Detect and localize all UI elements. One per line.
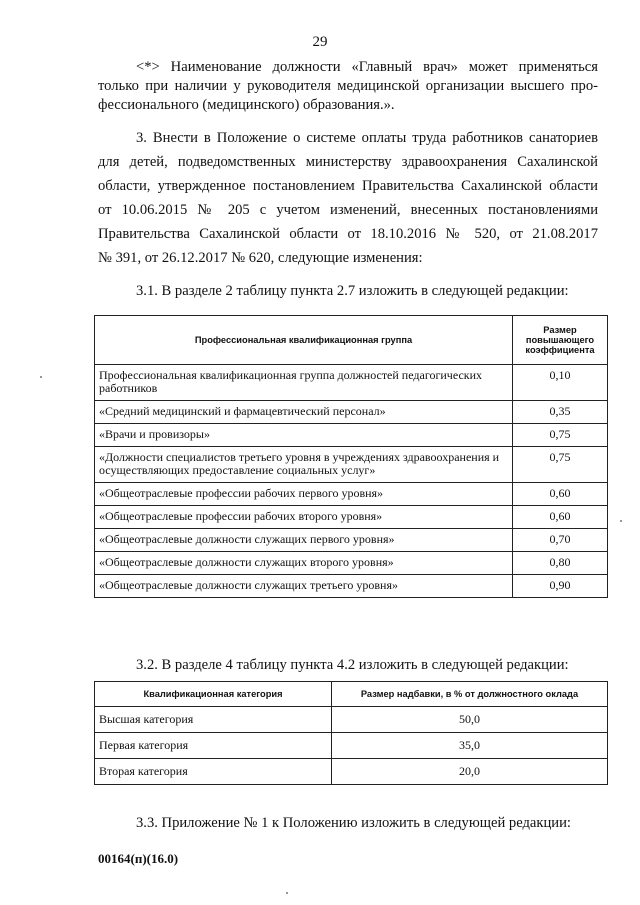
table-row [95, 483, 608, 506]
coefficient-value-cell: 0,60 [513, 483, 608, 506]
table-row [95, 401, 608, 424]
section-3-line: для детей, подведомственных министерству здравоохранения Сахалинской [98, 154, 598, 170]
table-row [95, 759, 608, 785]
allowance-table-body [95, 707, 608, 785]
section-3-line: Правительства Сахалинской области от 18.10.2016 № 520, от 21.08.2017 [98, 226, 598, 242]
table-header-row [95, 316, 608, 365]
table-row [95, 424, 608, 447]
category-cell: Вторая категория [95, 759, 332, 785]
coefficient-table-body [95, 365, 608, 598]
qualification-group-cell: Профессиональная квалификационная группа должностей педагогических работников [95, 365, 513, 401]
category-cell: Первая категория [95, 733, 332, 759]
section-3-3-text: 3.3. Приложение № 1 к Положению изложить в следующей редакции: [136, 815, 571, 831]
scan-speck [620, 520, 622, 522]
allowance-value-cell: 50,0 [332, 707, 608, 733]
section-3-1-text: 3.1. В разделе 2 таблицу пункта 2.7 изложить в следующей редакции: [136, 283, 569, 299]
coefficient-value-cell: 0,60 [513, 506, 608, 529]
coefficient-value-cell: 0,90 [513, 575, 608, 598]
table-header-row [95, 682, 608, 707]
qualification-group-cell: «Общеотраслевые должности служащих второго уровня» [95, 552, 513, 575]
qualification-group-cell: «Средний медицинский и фармацевтический персонал» [95, 401, 513, 424]
coefficient-value-cell: 0,10 [513, 365, 608, 401]
column-header-category: Квалификационная категория [95, 682, 332, 707]
table-row [95, 733, 608, 759]
document-code: 00164(п)(16.0) [98, 851, 179, 866]
scan-speck [286, 892, 288, 894]
table-row [95, 707, 608, 733]
page-number: 29 [312, 34, 328, 50]
qualification-group-cell: «Общеотраслевые должности служащих третьего уровня» [95, 575, 513, 598]
qualification-group-cell: «Врачи и провизоры» [95, 424, 513, 447]
section-3-line: № 391, от 26.12.2017 № 620, следующие изменения: [98, 250, 423, 266]
coefficient-value-cell: 0,75 [513, 447, 608, 483]
table-row [95, 506, 608, 529]
footnote-line: фессионального (медицинского) образования.». [98, 97, 395, 113]
allowance-value-cell: 20,0 [332, 759, 608, 785]
section-3-3-heading [98, 812, 598, 835]
table-row [95, 365, 608, 401]
allowance-value-cell: 35,0 [332, 733, 608, 759]
table-row [95, 529, 608, 552]
qualification-group-cell: «Общеотраслевые должности служащих первого уровня» [95, 529, 513, 552]
coefficient-value-cell: 0,80 [513, 552, 608, 575]
column-header-value: Размер повышающего коэффициента [513, 316, 608, 365]
section-3-line: 3. Внести в Положение о системе оплаты труда работников санаториев [136, 130, 598, 146]
scan-speck [40, 376, 42, 378]
section-3-paragraph [98, 126, 598, 270]
allowance-table [94, 681, 608, 785]
section-3-1-heading [98, 280, 598, 303]
table-row [95, 552, 608, 575]
column-header-group: Профессиональная квалификационная группа [95, 316, 513, 365]
coefficient-table [94, 315, 608, 598]
qualification-group-cell: «Общеотраслевые профессии рабочих второго уровня» [95, 506, 513, 529]
table-row [95, 575, 608, 598]
coefficient-value-cell: 0,35 [513, 401, 608, 424]
coefficient-value-cell: 0,70 [513, 529, 608, 552]
footnote-line: <*> Наименование должности «Главный врач» может применяться [136, 59, 598, 75]
section-3-2-text: 3.2. В разделе 4 таблицу пункта 4.2 изложить в следующей редакции: [136, 657, 569, 673]
qualification-group-cell: «Общеотраслевые профессии рабочих первого уровня» [95, 483, 513, 506]
category-cell: Высшая категория [95, 707, 332, 733]
coefficient-value-cell: 0,75 [513, 424, 608, 447]
section-3-line: от 10.06.2015 № 205 с учетом изменений, внесенных постановлениями [98, 202, 598, 218]
section-3-2-heading [98, 654, 598, 677]
footnote-line: только при наличии у руководителя медицинской организации высшего про- [98, 78, 598, 94]
footnote-paragraph [98, 58, 598, 115]
column-header-value: Размер надбавки, в % от должностного оклада [332, 682, 608, 707]
table-row [95, 447, 608, 483]
qualification-group-cell: «Должности специалистов третьего уровня в учреждениях здравоохранения и осуществляющих предоставление социальных услуг» [95, 447, 513, 483]
section-3-line: области, утвержденное постановлением Правительства Сахалинской области [98, 178, 598, 194]
